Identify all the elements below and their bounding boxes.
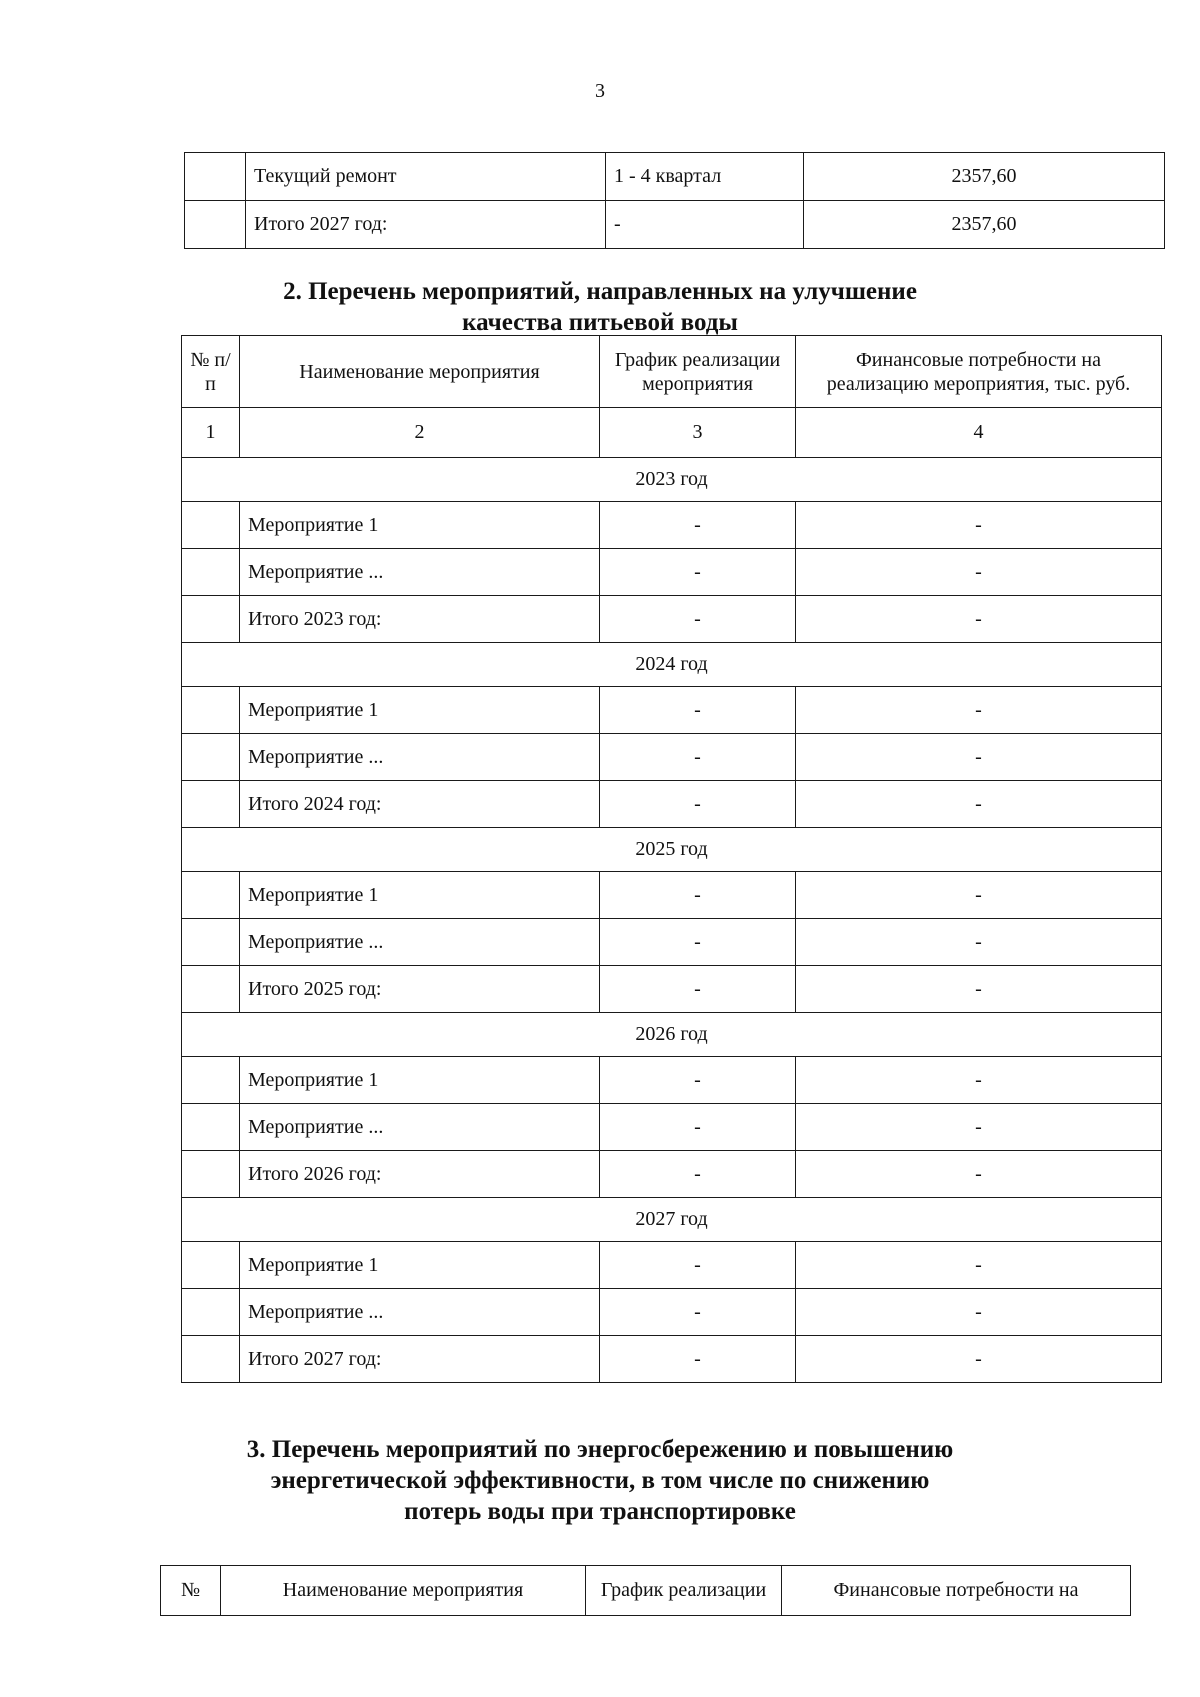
schedule-cell: -	[600, 1242, 796, 1289]
cost-cell: -	[796, 1151, 1162, 1198]
section-3-title	[0, 1434, 1200, 1527]
cost-cell: -	[796, 596, 1162, 643]
table-row	[182, 687, 1162, 734]
continuation-table	[184, 152, 1165, 249]
row-number-cell	[185, 201, 246, 249]
table-row	[182, 1151, 1162, 1198]
schedule-cell: -	[600, 502, 796, 549]
water-quality-activities-table	[181, 335, 1162, 1383]
activity-name-cell: Мероприятие ...	[240, 549, 600, 596]
table-row	[182, 1057, 1162, 1104]
cost-cell: -	[796, 734, 1162, 781]
header-cost: Финансовые потребности на	[782, 1566, 1131, 1616]
table-row	[185, 201, 1165, 249]
header-schedule: График реализации	[586, 1566, 782, 1616]
row-number-cell	[182, 919, 240, 966]
column-number: 3	[600, 408, 796, 458]
year-label: 2025 год	[182, 828, 1162, 872]
cost-cell: -	[796, 1336, 1162, 1383]
schedule-cell: -	[600, 1151, 796, 1198]
table-row	[185, 153, 1165, 201]
activity-name-cell: Мероприятие 1	[240, 872, 600, 919]
schedule-cell: 1 - 4 квартал	[606, 153, 804, 201]
page-number: 3	[595, 80, 605, 102]
energy-saving-activities-table	[160, 1565, 1131, 1616]
section-3-title-line-3: потерь воды при транспортировке	[404, 1498, 796, 1525]
activity-name-cell: Мероприятие 1	[240, 687, 600, 734]
year-row	[182, 643, 1162, 687]
header-name: Наименование мероприятия	[240, 336, 600, 408]
row-number-cell	[182, 1057, 240, 1104]
activity-name-cell: Мероприятие ...	[240, 919, 600, 966]
section-2-title	[0, 276, 1200, 338]
table-row	[182, 966, 1162, 1013]
table-row	[182, 781, 1162, 828]
section-2-title-line-1: 2. Перечень мероприятий, направленных на улучшение	[283, 278, 917, 305]
row-number-cell	[182, 872, 240, 919]
activity-name-cell: Мероприятие 1	[240, 502, 600, 549]
row-number-cell	[182, 1104, 240, 1151]
row-number-cell	[182, 1289, 240, 1336]
cost-cell: -	[796, 1057, 1162, 1104]
activity-name-cell: Текущий ремонт	[246, 153, 606, 201]
schedule-cell: -	[600, 966, 796, 1013]
activity-name-cell: Мероприятие ...	[240, 734, 600, 781]
schedule-cell: -	[600, 781, 796, 828]
table-row	[182, 1336, 1162, 1383]
schedule-cell: -	[600, 872, 796, 919]
column-number: 4	[796, 408, 1162, 458]
header-schedule: График реализации мероприятия	[600, 336, 796, 408]
cost-cell: -	[796, 1242, 1162, 1289]
cost-cell: -	[796, 549, 1162, 596]
header-name: Наименование мероприятия	[221, 1566, 586, 1616]
row-number-cell	[182, 1336, 240, 1383]
activity-name-cell: Итого 2027 год:	[246, 201, 606, 249]
header-num: № п/п	[182, 336, 240, 408]
activity-name-cell: Мероприятие 1	[240, 1057, 600, 1104]
schedule-cell: -	[600, 919, 796, 966]
row-number-cell	[182, 549, 240, 596]
section-3-title-line-1: 3. Перечень мероприятий по энергосбережению и повышению	[246, 1436, 954, 1463]
cost-cell: -	[796, 1104, 1162, 1151]
year-row	[182, 828, 1162, 872]
row-number-cell	[182, 734, 240, 781]
row-number-cell	[182, 687, 240, 734]
row-number-cell	[182, 1151, 240, 1198]
table-row	[182, 1242, 1162, 1289]
section-3-title-line-2: энергетической эффективности, в том числе по снижению	[270, 1467, 930, 1494]
row-number-cell	[182, 596, 240, 643]
year-label: 2023 год	[182, 458, 1162, 502]
column-number: 1	[182, 408, 240, 458]
table-row	[182, 734, 1162, 781]
schedule-cell: -	[600, 549, 796, 596]
schedule-cell: -	[606, 201, 804, 249]
year-row	[182, 1013, 1162, 1057]
cost-cell: -	[796, 781, 1162, 828]
row-number-cell	[182, 1242, 240, 1289]
table-row	[182, 502, 1162, 549]
header-cost: Финансовые потребности на реализацию мероприятия, тыс. руб.	[796, 336, 1162, 408]
row-number-cell	[182, 781, 240, 828]
schedule-cell: -	[600, 734, 796, 781]
activity-name-cell: Мероприятие ...	[240, 1104, 600, 1151]
cost-cell: -	[796, 872, 1162, 919]
activity-name-cell: Итого 2026 год:	[240, 1151, 600, 1198]
row-number-cell	[182, 502, 240, 549]
table-row	[182, 1104, 1162, 1151]
activity-name-cell: Мероприятие ...	[240, 1289, 600, 1336]
cost-cell: 2357,60	[804, 153, 1165, 201]
year-label: 2027 год	[182, 1198, 1162, 1242]
activity-name-cell: Итого 2023 год:	[240, 596, 600, 643]
schedule-cell: -	[600, 687, 796, 734]
column-number-row	[182, 408, 1162, 458]
table-row	[182, 919, 1162, 966]
header-num: №	[161, 1566, 221, 1616]
cost-cell: -	[796, 966, 1162, 1013]
section-2-title-line-2: качества питьевой воды	[462, 309, 738, 336]
column-number: 2	[240, 408, 600, 458]
schedule-cell: -	[600, 1289, 796, 1336]
table-row	[182, 872, 1162, 919]
table-header-row	[182, 336, 1162, 408]
year-row	[182, 1198, 1162, 1242]
table-row	[182, 549, 1162, 596]
year-row	[182, 458, 1162, 502]
schedule-cell: -	[600, 1057, 796, 1104]
activity-name-cell: Итого 2025 год:	[240, 966, 600, 1013]
schedule-cell: -	[600, 596, 796, 643]
cost-cell: -	[796, 502, 1162, 549]
table-row	[182, 1289, 1162, 1336]
year-label: 2026 год	[182, 1013, 1162, 1057]
table-row	[182, 596, 1162, 643]
cost-cell: -	[796, 1289, 1162, 1336]
cost-cell: -	[796, 919, 1162, 966]
activity-name-cell: Мероприятие 1	[240, 1242, 600, 1289]
cost-cell: -	[796, 687, 1162, 734]
schedule-cell: -	[600, 1336, 796, 1383]
schedule-cell: -	[600, 1104, 796, 1151]
year-label: 2024 год	[182, 643, 1162, 687]
activity-name-cell: Итого 2027 год:	[240, 1336, 600, 1383]
row-number-cell	[182, 966, 240, 1013]
row-number-cell	[185, 153, 246, 201]
activity-name-cell: Итого 2024 год:	[240, 781, 600, 828]
table-header-row	[161, 1566, 1131, 1616]
cost-cell: 2357,60	[804, 201, 1165, 249]
